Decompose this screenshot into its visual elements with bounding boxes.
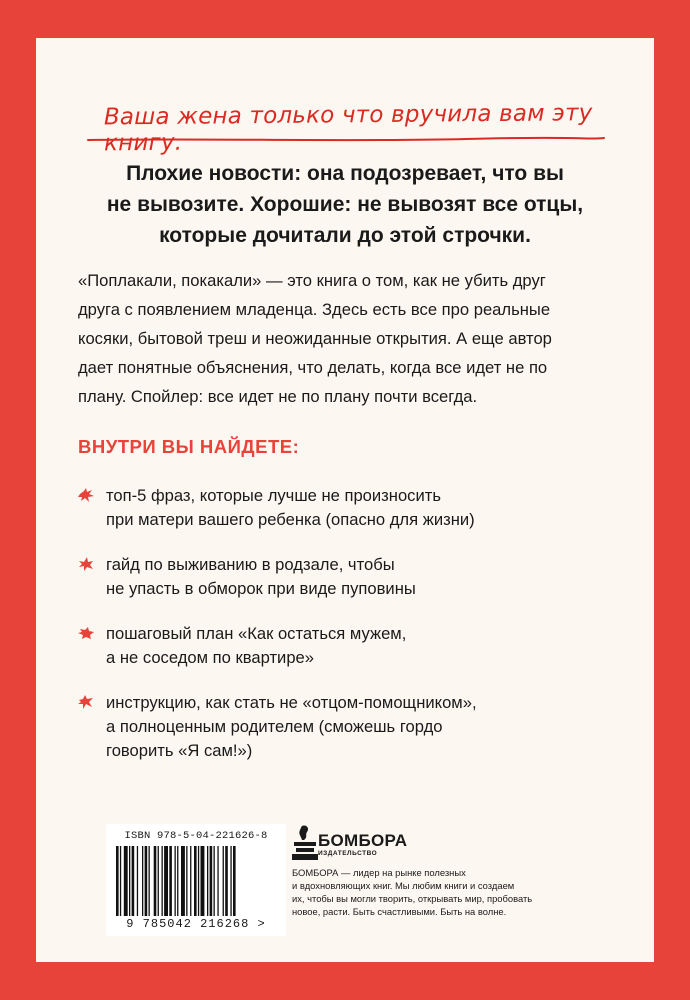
barcode	[106, 824, 286, 936]
publisher-blurb-line: новое, расти. Быть счастливыми. Быть на волне.	[292, 906, 507, 917]
bullet-item	[78, 484, 618, 532]
barcode-bars	[116, 846, 276, 916]
publisher-blurb-line: их, чтобы вы могли творить, открывать мир, пробовать	[292, 893, 533, 904]
description-paragraph	[78, 266, 618, 411]
barcode-bar	[186, 846, 187, 916]
bullet-item	[78, 553, 618, 601]
barcode-bar	[177, 846, 178, 916]
bullet-line: топ-5 фраз, которые лучше не произносить	[106, 486, 441, 505]
barcode-bar	[175, 846, 176, 916]
barcode-bar	[181, 846, 185, 916]
isbn-digits: 9 785042 216268 >	[126, 917, 266, 931]
bullet-item	[78, 691, 618, 763]
barcode-bar	[169, 846, 172, 916]
description-line: косяки, бытовой треш и неожиданные открытия. А еще автор	[78, 329, 552, 348]
barcode-bar	[217, 846, 218, 916]
barcode-bar	[142, 846, 143, 916]
barcode-bar	[137, 846, 138, 916]
splat-bullet-icon	[78, 695, 94, 709]
bullet-item	[78, 622, 618, 670]
barcode-bar	[230, 846, 231, 916]
description-line: дает понятные объяснения, что делать, когда все идет не по	[78, 358, 548, 377]
barcode-bar	[225, 846, 228, 916]
barcode-bar	[129, 846, 130, 916]
publisher-blurb	[292, 866, 592, 918]
barcode-bar	[190, 846, 191, 916]
barcode-bar	[164, 846, 168, 916]
handwritten-underline	[86, 134, 606, 146]
lead-line: не вывозите. Хорошие: не вывозят все отцы,	[106, 193, 584, 216]
lead-line: Плохие новости: она подозревает, что вы	[126, 162, 564, 185]
barcode-bar	[154, 846, 157, 916]
lead-line: которые дочитали до этой строчки.	[159, 224, 531, 247]
barcode-bar	[132, 846, 135, 916]
barcode-bar	[120, 846, 121, 916]
splat-bullet-icon	[78, 557, 94, 571]
bullet-line: а полноценным родителем (сможешь гордо	[106, 717, 443, 736]
publisher-blurb-line: и вдохновляющих книг. Мы любим книги и создаем	[292, 880, 515, 891]
barcode-bar	[149, 846, 150, 916]
section-heading: ВНУТРИ ВЫ НАЙДЕТЕ:	[78, 436, 300, 457]
barcode-bar	[207, 846, 208, 916]
barcode-bar	[214, 846, 215, 916]
barcode-bar	[233, 846, 236, 916]
barcode-bar	[124, 846, 128, 916]
handwritten-tagline: Ваша жена только что вручила вам эту книгу.	[103, 100, 593, 157]
bullet-line: а не соседом по квартире»	[106, 648, 315, 667]
publisher-sub: ИЗДАТЕЛЬСТВО	[318, 850, 378, 857]
bullet-line: говорить «Я сам!»)	[106, 741, 253, 760]
bullet-line: не упасть в обморок при виде пуповины	[106, 579, 416, 598]
barcode-bar	[210, 846, 213, 916]
bullet-line: гайд по выживанию в родзале, чтобы	[106, 555, 395, 574]
description-line: «Поплакали, покакали» — это книга о том, как не убить друг	[78, 271, 546, 290]
publisher-name: БОМБОРА	[318, 831, 408, 850]
barcode-bar	[116, 846, 119, 916]
bullet-line: пошаговый план «Как остаться мужем,	[106, 624, 407, 643]
bullet-line: инструкцию, как стать не «отцом-помощником»,	[106, 693, 477, 712]
splat-bullet-icon	[78, 488, 94, 502]
isbn-label: ISBN 978-5-04-221626-8	[124, 830, 268, 842]
back-cover	[36, 38, 654, 962]
barcode-bar	[194, 846, 197, 916]
bullet-line: при матери вашего ребенка (опасно для жизни)	[106, 510, 475, 529]
bullet-list	[78, 484, 618, 763]
barcode-bar	[145, 846, 148, 916]
description-line: плану. Спойлер: все идет не по плану почти всегда.	[78, 387, 478, 406]
publisher-blurb-line: БОМБОРА — лидер на рынке полезных	[292, 867, 466, 878]
barcode-bar	[201, 846, 205, 916]
barcode-bar	[198, 846, 199, 916]
barcode-bar	[158, 846, 159, 916]
lead-paragraph	[56, 158, 634, 251]
description-line: друга с появлением младенца. Здесь есть все про реальные	[78, 300, 551, 319]
publisher-logo-icon	[292, 824, 318, 864]
splat-bullet-icon	[78, 626, 94, 640]
barcode-bar	[162, 846, 163, 916]
barcode-bar	[223, 846, 224, 916]
